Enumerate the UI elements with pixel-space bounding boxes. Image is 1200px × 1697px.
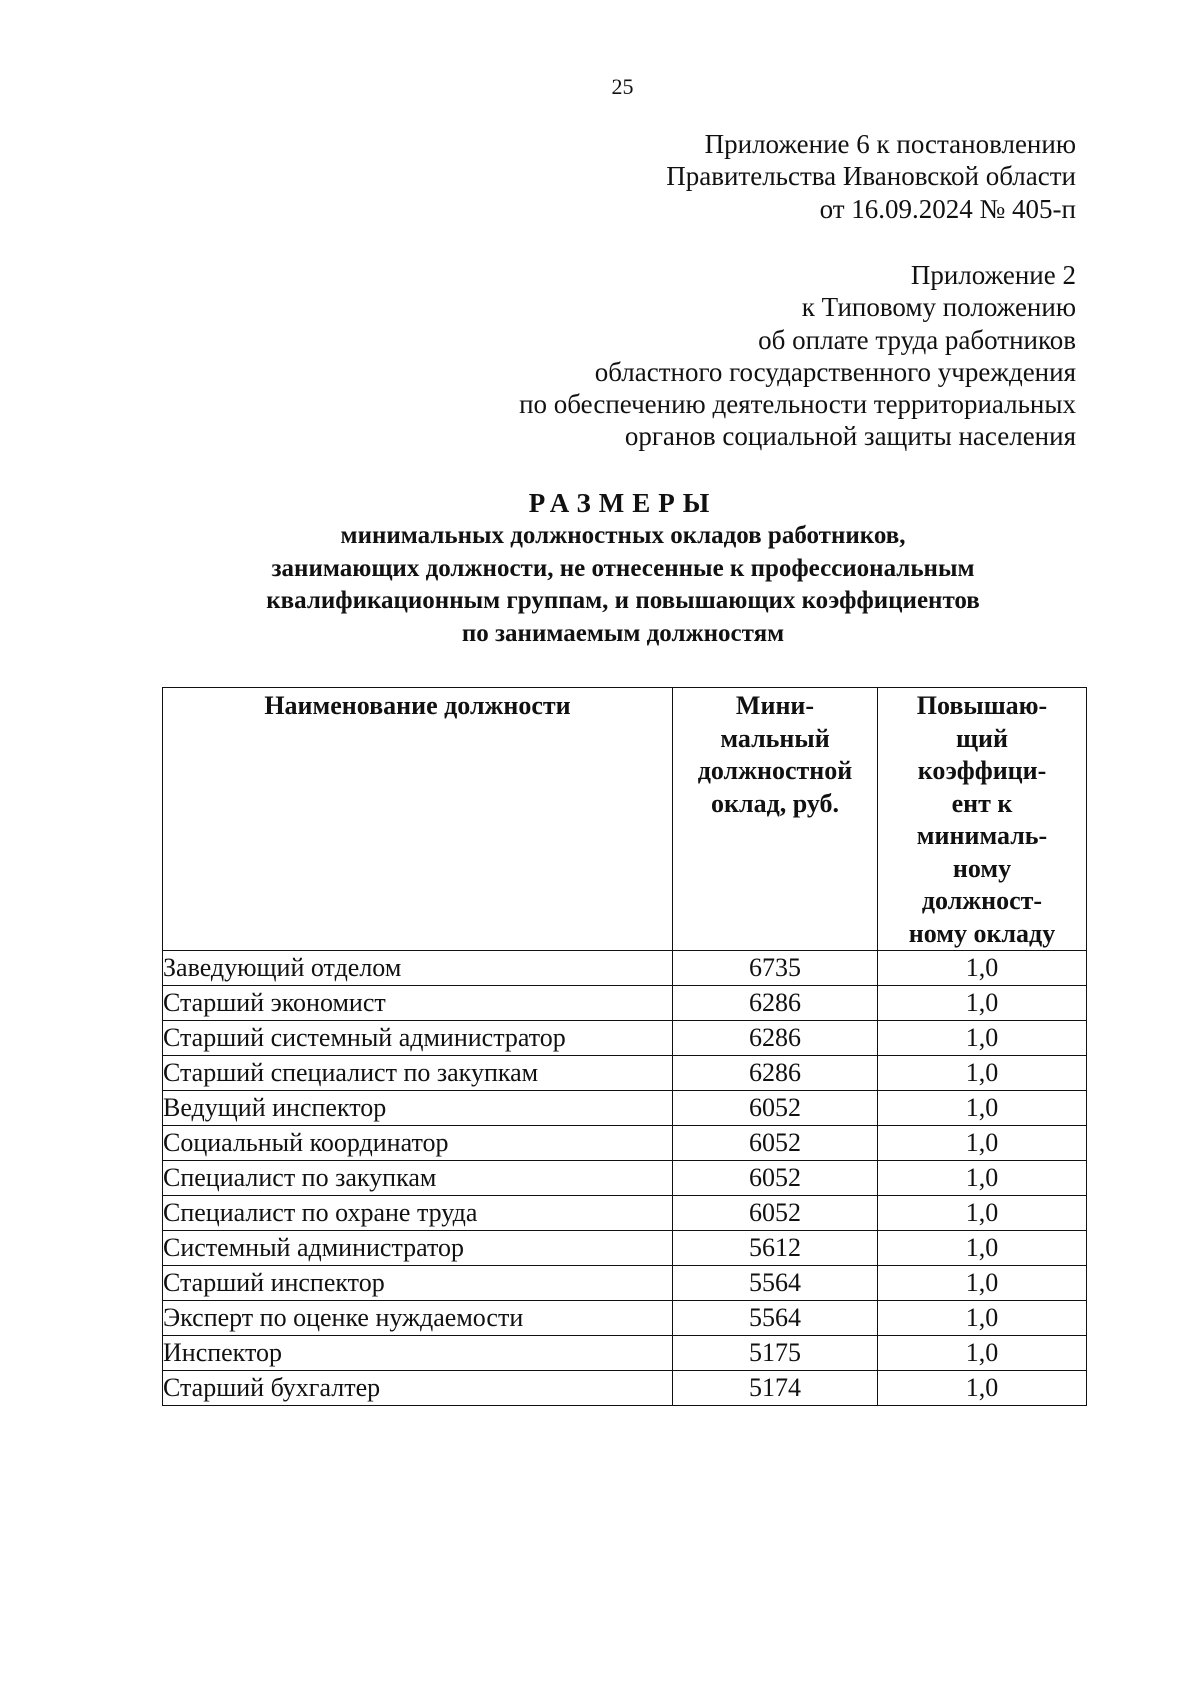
header-line: ному [952, 853, 1012, 883]
appendix-line: Приложение 2 [910, 260, 1076, 290]
page-number: 25 [611, 74, 634, 99]
table-row [163, 986, 1087, 1021]
table-row [163, 1021, 1087, 1056]
header-line: Повышаю- [916, 691, 1048, 720]
cell-coefficient: 1,0 [878, 1056, 1087, 1091]
cell-coefficient: 1,0 [878, 1091, 1087, 1126]
cell-coefficient: 1,0 [878, 1301, 1087, 1336]
table-row [163, 1126, 1087, 1161]
table-row [163, 1371, 1087, 1406]
document-title [0, 488, 1200, 650]
table-row [163, 1336, 1087, 1371]
cell-position: Старший инспектор [163, 1266, 673, 1301]
appendix-line: к Типовому положению [801, 292, 1076, 323]
table-row [163, 1231, 1087, 1266]
cell-salary: 5175 [673, 1336, 878, 1371]
header-line: Наименование должности [264, 691, 571, 720]
table-header-row [163, 688, 1087, 951]
cell-position: Специалист по закупкам [163, 1161, 673, 1196]
table-row [163, 1301, 1087, 1336]
header-line: должност- [921, 886, 1043, 915]
cell-salary: 6052 [673, 1196, 878, 1231]
table-row [163, 1266, 1087, 1301]
table-row [163, 1056, 1087, 1091]
cell-salary: 6286 [673, 986, 878, 1021]
cell-coefficient: 1,0 [878, 986, 1087, 1021]
header-line: щий [956, 723, 1008, 753]
cell-salary: 5564 [673, 1266, 878, 1301]
cell-coefficient: 1,0 [878, 1336, 1087, 1371]
cell-coefficient: 1,0 [878, 1231, 1087, 1266]
cell-position: Социальный координатор [163, 1126, 673, 1161]
cell-salary: 6052 [673, 1091, 878, 1126]
cell-coefficient: 1,0 [878, 951, 1087, 986]
cell-salary: 6286 [673, 1021, 878, 1056]
cell-coefficient: 1,0 [878, 1161, 1087, 1196]
cell-position: Старший системный администратор [163, 1021, 673, 1056]
cell-coefficient: 1,0 [878, 1196, 1087, 1231]
table-row [163, 1196, 1087, 1231]
header-line: ному окладу [908, 918, 1056, 948]
appendix-line: об оплате труда работников [758, 324, 1076, 355]
salary-table [162, 687, 1087, 1406]
cell-salary: 6735 [673, 951, 878, 986]
cell-salary: 5612 [673, 1231, 878, 1266]
title-subtitle-line: занимающих должности, не отнесенные к профессиональным [271, 554, 975, 582]
cell-coefficient: 1,0 [878, 1266, 1087, 1301]
cell-salary: 6052 [673, 1126, 878, 1161]
cell-salary: 5564 [673, 1301, 878, 1336]
cell-position: Заведующий отделом [163, 951, 673, 986]
cell-coefficient: 1,0 [878, 1126, 1087, 1161]
approval-line: от 16.09.2024 № 405-п [819, 193, 1076, 224]
cell-salary: 5174 [673, 1371, 878, 1406]
header-line: минималь- [916, 821, 1048, 850]
cell-position: Ведущий инспектор [163, 1091, 673, 1126]
header-line: Мини- [735, 691, 815, 720]
header-coefficient [878, 688, 1087, 951]
appendix-line: областного государственного учреждения [594, 356, 1076, 387]
header-line: должностной [697, 756, 853, 785]
cell-position: Эксперт по оценке нуждаемости [163, 1301, 673, 1336]
header-salary [673, 688, 878, 951]
header-line: коэффици- [917, 756, 1047, 785]
title-subtitle-line: минимальных должностных окладов работников, [340, 522, 906, 549]
cell-position: Инспектор [163, 1336, 673, 1371]
header-line: ент к [951, 788, 1013, 818]
header-position [163, 688, 673, 951]
approval-line: Правительства Ивановской области [666, 161, 1076, 192]
title-subtitle-line: квалификационным группам, и повышающих коэффициентов [266, 587, 980, 614]
table-row [163, 1161, 1087, 1196]
header-line: оклад, руб. [711, 788, 839, 818]
table-row [163, 951, 1087, 986]
approval-block-appendix [519, 259, 1076, 453]
appendix-line: органов социальной защиты населения [624, 421, 1076, 452]
cell-position: Старший специалист по закупкам [163, 1056, 673, 1091]
cell-salary: 6286 [673, 1056, 878, 1091]
cell-coefficient: 1,0 [878, 1021, 1087, 1056]
approval-block-resolution [666, 128, 1076, 225]
header-line: мальный [720, 723, 830, 753]
title-subtitle-line: по занимаемым должностям [461, 619, 785, 647]
cell-position: Системный администратор [163, 1231, 673, 1266]
table-row [163, 1091, 1087, 1126]
cell-salary: 6052 [673, 1161, 878, 1196]
cell-position: Старший бухгалтер [163, 1371, 673, 1406]
appendix-line: по обеспечению деятельности территориальных [519, 389, 1076, 420]
cell-position: Старший экономист [163, 986, 673, 1021]
approval-line: Приложение 6 к постановлению [704, 129, 1076, 159]
cell-position: Специалист по охране труда [163, 1196, 673, 1231]
title-main: РАЗМЕРЫ [528, 488, 718, 518]
cell-coefficient: 1,0 [878, 1371, 1087, 1406]
